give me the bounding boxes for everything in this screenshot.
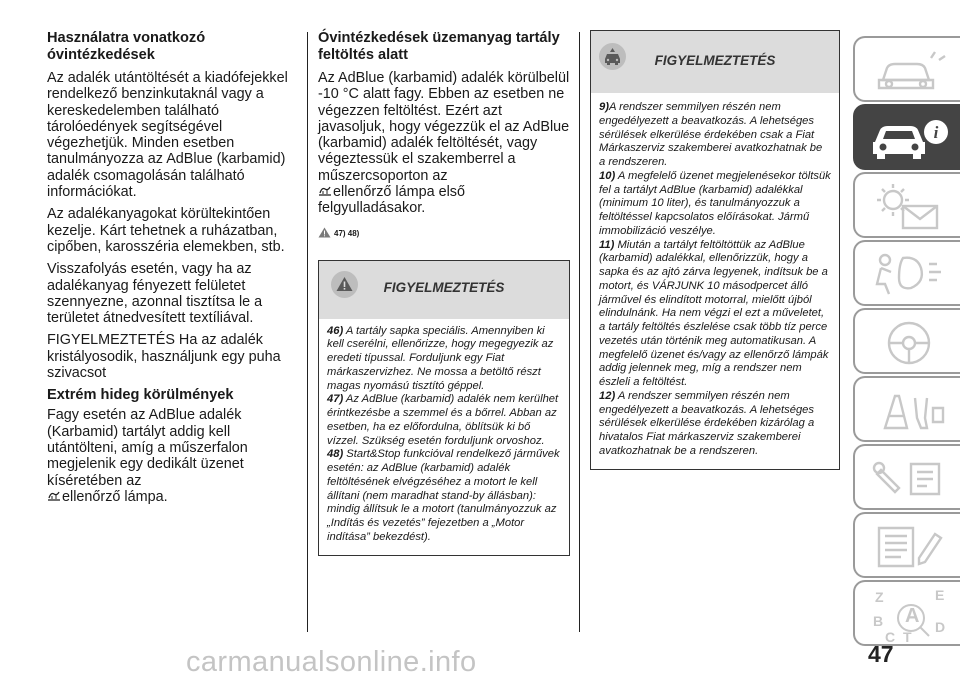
crystallize-paragraph: FIGYELMEZTETÉS Ha az adalék kristályosodik, használjunk egy puha szivacsot (47, 332, 281, 382)
frost-text-end: ellenőrző lámpa. (62, 488, 168, 505)
technical-data-icon (855, 514, 960, 580)
frost-paragraph (47, 407, 297, 505)
index-letter: B (873, 613, 884, 629)
warning-header (591, 31, 839, 93)
precautions-heading: Használatra vonatkozó óvintézkedések (47, 30, 206, 63)
index-icon (855, 582, 960, 648)
warning-title: FIGYELMEZTETÉS (383, 279, 505, 295)
steering-wheel-icon (855, 310, 960, 376)
warning-item (599, 170, 831, 239)
tab-driving[interactable] (853, 308, 960, 374)
index-letter: T (903, 629, 912, 645)
freeze-text: Az AdBlue (karbamid) adalék körülbelül -10 °C alatt fagy. Ebben az esetben ne végezzen feltöltést. Ezért azt javasoljuk, hogy végezzük el az AdBlue (karbamid) adalék feltöltését, vagy végeztessük el szakemberrel a műszercsoporton az (318, 70, 570, 184)
index-letter: C (885, 629, 896, 645)
warning-text: Miután a tartályt feltöltöttük az AdBlue (karbamid) adalékkal, ellenőrizzük, hogy a sapka és az ajtó zárva legyenek, indítsuk be a motort, és VÁRJUNK 10 másodpercet álló járművel és elindított motorral, mielőtt újból elindulnánk. Ha nem végzi el ezt a műveletet, a tartály feltöltés észlelése csak több tíz perce vezetés után történik meg automatikusan. A megfelelő üzenet és/vagy az ellenőrző lámpák addig jelennek meg, míg a rendszer nem észleli a feltöltést. (599, 238, 829, 388)
tab-safety[interactable] (853, 240, 960, 306)
column-divider-2 (579, 32, 580, 632)
warning-text: A megfelelő üzenet megjelenésekor töltsük fel a tartályt AdBlue (karbamid) adalékkal (minimum 10 liter), és tanulmányozzuk a feltöltéssel kapcsolatos előírásokat. Jármű immobilizáció veszélye. (599, 169, 831, 237)
warning-number: 12) (599, 389, 616, 402)
adblue-warning-light-icon (318, 185, 332, 197)
warning-text: Az AdBlue (karbamid) adalék nem kerülhet érintkezésbe a szemmel és a bőrrel. Abban az esetben, ha ez előfordulna, öblítsük ki bő vízzel. Szükség esetén forduljunk orvoshoz. (327, 393, 559, 447)
refill-paragraph: Az adalék utántöltését a kiadófejekkel rendelkező benzinkutaknál vagy a kereskedelemben található tárolóedények segítségével végezhetjük. Minden esetben tanulmányozza az AdBlue (karbamid) adalék csomagolásán található információkat. (47, 70, 288, 201)
warning-text: Start&Stop funkcióval rendelkező járművek esetén: az AdBlue (karbamid) adalék feltöltésének elvégzéséhez a motort le kell állítani (nem maradhat stand-by állásban): mindig állítsuk le a motort (tanulmányozzuk az „Indítás és vezetés” fejezetben a „Motor indítása” bekezdést). (327, 448, 560, 543)
warning-text: A rendszer semmilyen részén nem engedélyezett a beavatkozás. A lehetséges sérülések elkerülése érdekében csak a Fiat Márkaszerviz szakemberei avatkozhatnak be a rendszeren. (599, 101, 823, 168)
watermark: carmanualsonline.info (186, 646, 477, 678)
warning-header (319, 261, 569, 319)
warning-item (327, 325, 561, 394)
extreme-cold-heading: Extrém hideg körülmények (47, 387, 234, 404)
warning-text: A tartály sapka speciális. Amennyiben ki kell cserélni, ellenőrizze, hogy megegyezik az eredeti típussal. Forduljunk egy Fiat márkaszervizhez. Ne mossa a betöltő részt magas nyomású tisztító géppel. (327, 324, 554, 392)
tab-car-info[interactable] (853, 104, 960, 170)
warning-triangle-icon (318, 227, 331, 238)
page-number: 47 (868, 641, 894, 667)
index-letter: E (935, 587, 945, 603)
warning-number: 47) (327, 393, 344, 406)
column-1 (47, 30, 297, 505)
warning-number: 9) (599, 101, 609, 113)
safety-airbag-icon (855, 242, 960, 308)
warning-item (327, 393, 561, 448)
tab-warning-lights[interactable] (853, 172, 960, 238)
warning-item (599, 101, 831, 170)
index-letter: D (935, 619, 946, 635)
svg-text:i: i (933, 123, 939, 142)
warning-item (327, 448, 561, 544)
handling-paragraph: Az adalékanyagokat körültekintően kezelje. Kárt tehetnek a ruházatban, cipőben, karosszéria elemekben, stb. (47, 206, 285, 255)
warning-number: 48) (327, 448, 344, 461)
warning-title: FIGYELMEZTETÉS (654, 53, 776, 68)
freeze-text-end: ellenőrző lámpa első felgyulladásakor. (318, 184, 465, 217)
car-info-icon (855, 106, 960, 172)
frost-text: Fagy esetén az AdBlue adalék (Karbamid) tartályt addig kell utántölteni, amíg a műszerfalon megjelenik egy dedikált üzenet kíséretében az (47, 407, 248, 489)
tab-technical-data[interactable] (853, 512, 960, 578)
tab-car-overview[interactable] (853, 36, 960, 102)
warning-body (319, 319, 569, 555)
warning-references (318, 227, 570, 238)
tab-index[interactable] (853, 580, 960, 646)
warning-item (599, 390, 831, 459)
index-letter: A (905, 605, 920, 627)
index-letter: Z (875, 589, 884, 605)
warning-box-fuel (318, 260, 570, 556)
warning-number: 10) (599, 169, 616, 182)
tab-maintenance[interactable] (853, 444, 960, 510)
car-overview-icon (855, 38, 960, 104)
fuel-tank-heading: Óvintézkedések üzemanyag tartály feltöltés alatt (318, 30, 560, 63)
column-divider-1 (307, 32, 308, 632)
freeze-paragraph (318, 70, 570, 217)
warning-number: 46) (327, 324, 344, 337)
reference-numbers: 47) 48) (334, 228, 360, 238)
maintenance-icon (855, 446, 960, 512)
adblue-warning-light-icon (47, 490, 61, 502)
warning-box-system (590, 30, 840, 470)
emergency-tools-icon (855, 378, 960, 444)
warning-number: 11) (599, 238, 615, 251)
warning-body (591, 93, 839, 469)
tab-emergency[interactable] (853, 376, 960, 442)
spill-paragraph: Visszafolyás esetén, vagy ha az adalékanyag fényezett felületet szennyezne, azonnal tisztítsa le a területet átnedvesített textíliával. (47, 261, 263, 327)
warning-text: A rendszer semmilyen részén nem engedélyezett a beavatkozás. A lehetséges sérülések elkerülése érdekében kizárólag a hivatalos Fiat márkaszerviz szakemberei avatkozhatnak be a rendszeren. (599, 389, 815, 457)
column-2 (318, 30, 570, 556)
column-3 (590, 30, 840, 470)
warning-lights-icon (855, 174, 960, 240)
warning-item (599, 239, 831, 390)
